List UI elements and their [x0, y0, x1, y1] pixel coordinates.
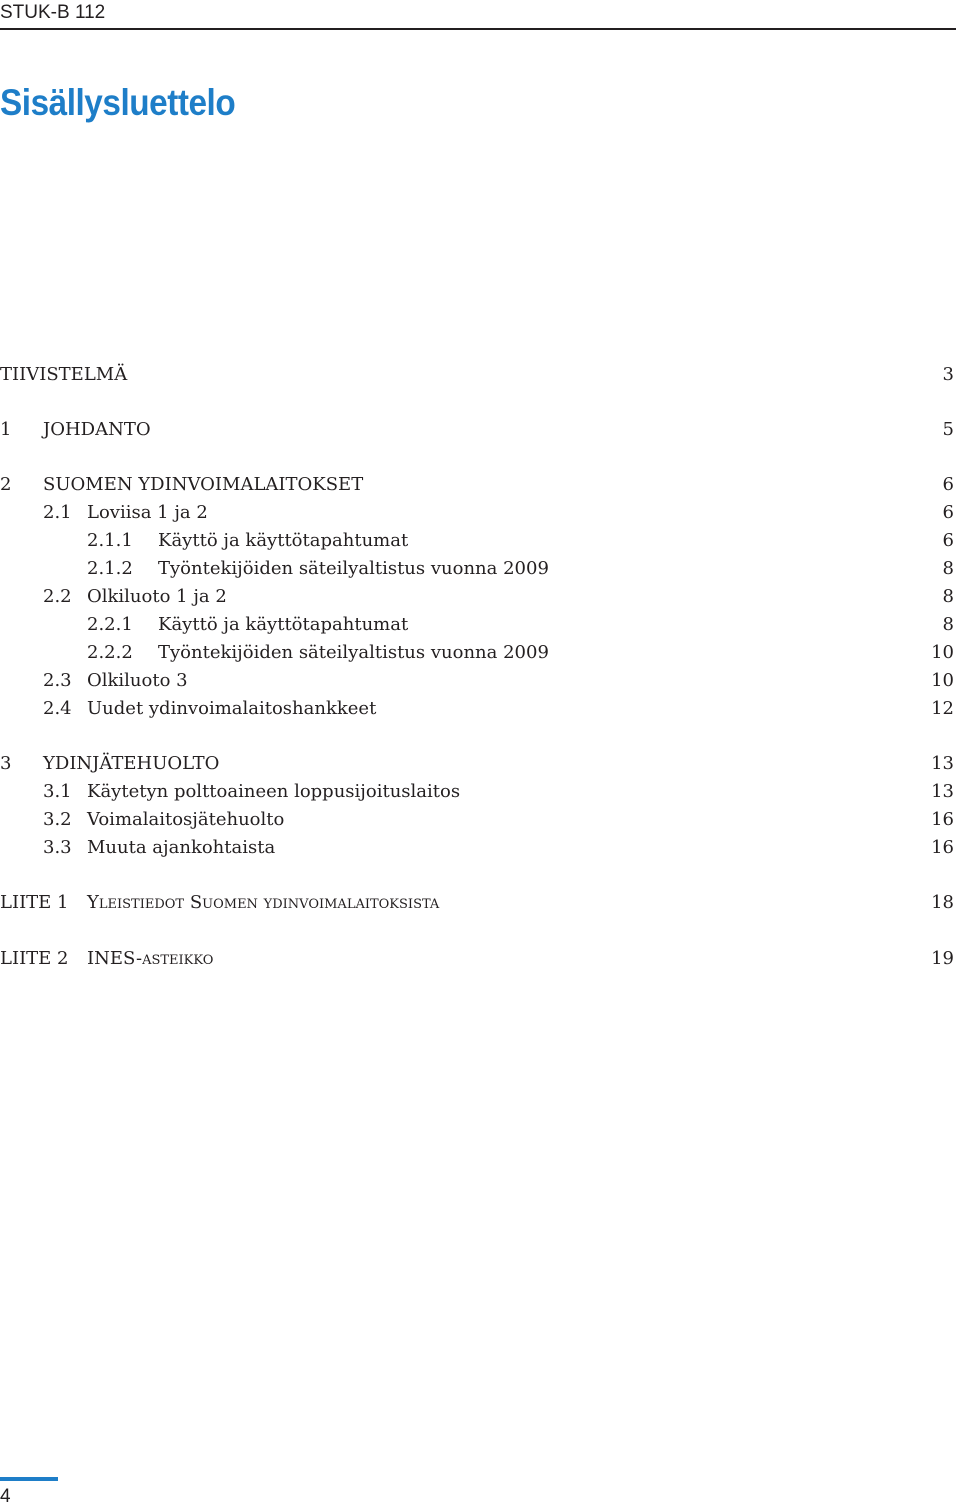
- toc-entry-number: 2.2.1: [87, 614, 133, 635]
- toc-entry-label: Uudet ydinvoimalaitoshankkeet: [87, 698, 377, 719]
- toc-entry-page: 6: [942, 474, 954, 495]
- toc-entry-number: 2.2.2: [87, 642, 133, 663]
- toc-entry-2[interactable]: [0, 471, 956, 499]
- toc-entry-page: 8: [942, 614, 954, 635]
- toc-entry-tiivistelma[interactable]: [0, 361, 956, 389]
- toc-entry-label: YDINJÄTEHUOLTO: [43, 753, 220, 774]
- toc-entry-2-2[interactable]: [0, 583, 956, 611]
- toc-entry-number: 3.2: [43, 809, 72, 830]
- toc-entry-page: 10: [931, 642, 954, 663]
- toc-entry-label: Yleistiedot Suomen ydinvoimalaitoksista: [87, 892, 440, 913]
- toc-entry-2-4[interactable]: [0, 695, 956, 723]
- toc-entry-label: INES-asteikko: [87, 948, 214, 969]
- toc-entry-page: 6: [942, 530, 954, 551]
- toc-entry-page: 8: [942, 558, 954, 579]
- toc-entry-label: Käyttö ja käyttötapahtumat: [158, 530, 409, 551]
- toc-entry-number: 2: [0, 474, 12, 495]
- toc-entry-number: 3: [0, 753, 12, 774]
- toc-entry-label: Työntekijöiden säteilyaltistus vuonna 2009: [158, 558, 549, 579]
- toc-entry-number: 3.3: [43, 837, 72, 858]
- toc-entry-label: Käytetyn polttoaineen loppusijoituslaitos: [87, 781, 461, 802]
- toc-entry-number: LIITE 1: [0, 892, 69, 913]
- toc-entry-label: Työntekijöiden säteilyaltistus vuonna 2009: [158, 642, 549, 663]
- toc-entry-page: 13: [931, 781, 954, 802]
- toc-entry-label: Käyttö ja käyttötapahtumat: [158, 614, 409, 635]
- footer-page-number: 4: [0, 1486, 11, 1507]
- toc-entry-page: 10: [931, 670, 954, 691]
- running-header: STUK-B 112: [0, 2, 106, 23]
- toc-entry-label: JOHDANTO: [43, 419, 151, 440]
- toc-entry-label: Muuta ajankohtaista: [87, 837, 276, 858]
- toc-entry-3[interactable]: [0, 750, 956, 778]
- toc-entry-page: 12: [931, 698, 954, 719]
- toc-entry-page: 16: [931, 837, 954, 858]
- toc-entry-liite-1[interactable]: [0, 889, 956, 917]
- footer-accent-bar: [0, 1477, 58, 1481]
- toc-entry-page: 18: [931, 892, 954, 913]
- toc-entry-number: 2.4: [43, 698, 72, 719]
- toc-entry-number: 2.3: [43, 670, 72, 691]
- toc-entry-label: SUOMEN YDINVOIMALAITOKSET: [43, 474, 364, 495]
- toc-entry-2-3[interactable]: [0, 667, 956, 695]
- toc-entry-page: 13: [931, 753, 954, 774]
- toc-entry-page: 3: [942, 364, 954, 385]
- toc-entry-page: 16: [931, 809, 954, 830]
- toc-entry-label: Loviisa 1 ja 2: [87, 502, 208, 523]
- toc-entry-page: 8: [942, 586, 954, 607]
- toc-entry-number: 2.1.1: [87, 530, 133, 551]
- toc-entry-page: 19: [931, 948, 954, 969]
- toc-entry-number: 2.2: [43, 586, 72, 607]
- page-title: Sisällysluettelo: [0, 82, 236, 123]
- toc-entry-3-1[interactable]: [0, 778, 956, 806]
- toc-entry-number: 2.1.2: [87, 558, 133, 579]
- toc-entry-3-2[interactable]: [0, 806, 956, 834]
- toc-entry-page: 5: [942, 419, 954, 440]
- toc-entry-label: Olkiluoto 1 ja 2: [87, 586, 227, 607]
- toc-entry-3-3[interactable]: [0, 834, 956, 862]
- toc-entry-number: 1: [0, 419, 12, 440]
- toc-entry-2-2-1[interactable]: [0, 611, 956, 639]
- toc-entry-liite-2[interactable]: [0, 945, 956, 973]
- toc-entry-label: TIIVISTELMÄ: [0, 364, 128, 385]
- toc-entry-2-1[interactable]: [0, 499, 956, 527]
- toc-entry-label: Olkiluoto 3: [87, 670, 188, 691]
- toc-entry-number: 3.1: [43, 781, 72, 802]
- toc-entry-1[interactable]: [0, 416, 956, 444]
- toc-entry-number: LIITE 2: [0, 948, 69, 969]
- toc-entry-number: 2.1: [43, 502, 72, 523]
- toc-entry-2-1-2[interactable]: [0, 555, 956, 583]
- toc-entry-2-1-1[interactable]: [0, 527, 956, 555]
- toc-entry-page: 6: [942, 502, 954, 523]
- toc-entry-2-2-2[interactable]: [0, 639, 956, 667]
- toc-entry-label: Voimalaitosjätehuolto: [87, 809, 285, 830]
